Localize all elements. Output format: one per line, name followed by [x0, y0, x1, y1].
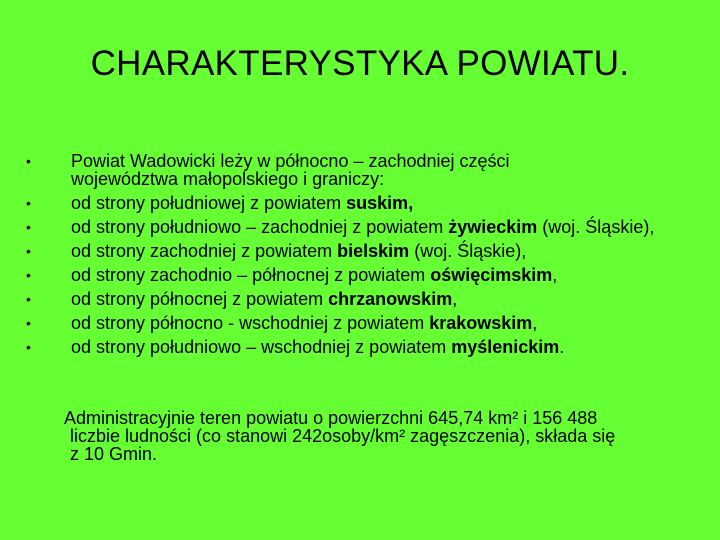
bullet-text: od strony południowo – zachodniej z powiatem: [71, 217, 449, 237]
list-item: [26, 218, 696, 236]
bullet-text-suffix: (woj. Śląskie),: [537, 217, 655, 237]
bullet-icon: •: [26, 315, 31, 331]
bullet-icon: •: [26, 195, 31, 211]
bullet-list: [26, 152, 696, 362]
bullet-text: od strony południowo – wschodniej z powiatem: [71, 337, 452, 357]
bullet-icon: •: [26, 153, 31, 169]
bullet-bold-text: chrzanowskim: [328, 289, 453, 309]
list-item: [26, 152, 696, 188]
bullet-bold-text: myślenickim: [451, 337, 560, 357]
bullet-text: od strony północnej z powiatem: [71, 289, 329, 309]
bullet-bold-text: oświęcimskim: [430, 265, 553, 285]
bullet-icon: •: [26, 339, 31, 355]
bullet-text-suffix: ,: [552, 265, 558, 285]
bullet-icon: •: [26, 243, 31, 259]
bullet-icon: •: [26, 291, 31, 307]
bullet-bold-text: suskim,: [346, 193, 414, 213]
list-item: [26, 242, 696, 260]
bullet-bold-text: żywieckim: [448, 217, 538, 237]
bullet-text: od strony zachodnio – północnej z powiatem: [71, 265, 431, 285]
summary-line: Administracyjnie teren powiatu o powierzchni 645,74 km² i 156 488: [64, 408, 598, 428]
bullet-icon: •: [26, 219, 31, 235]
bullet-bold-text: krakowskim: [429, 313, 533, 333]
bullet-bold-text: bielskim: [337, 241, 410, 261]
summary-paragraph: [64, 409, 694, 463]
list-item: [26, 266, 696, 284]
bullet-text: od strony południowej z powiatem: [71, 193, 347, 213]
bullet-text-suffix: ,: [452, 289, 458, 309]
slide-title: CHARAKTERYSTYKA POWIATU.: [90, 44, 630, 83]
list-item: [26, 314, 696, 332]
bullet-text-suffix: ,: [532, 313, 538, 333]
list-item: [26, 338, 696, 356]
bullet-icon: •: [26, 267, 31, 283]
summary-line: liczbie ludności (co stanowi 242osoby/km² zagęszczenia), składa się: [70, 426, 616, 446]
bullet-text: od strony północno - wschodniej z powiatem: [71, 313, 430, 333]
list-item: [26, 290, 696, 308]
bullet-text-line: województwa małopolskiego i graniczy:: [71, 169, 385, 189]
bullet-text-suffix: (woj. Śląskie),: [409, 241, 527, 261]
summary-line: z 10 Gmin.: [70, 444, 158, 464]
list-item: [26, 194, 696, 212]
bullet-text-suffix: .: [559, 337, 565, 357]
bullet-text-line: Powiat Wadowicki leży w północno – zachodniej części: [71, 151, 510, 171]
bullet-text: od strony zachodniej z powiatem: [71, 241, 338, 261]
